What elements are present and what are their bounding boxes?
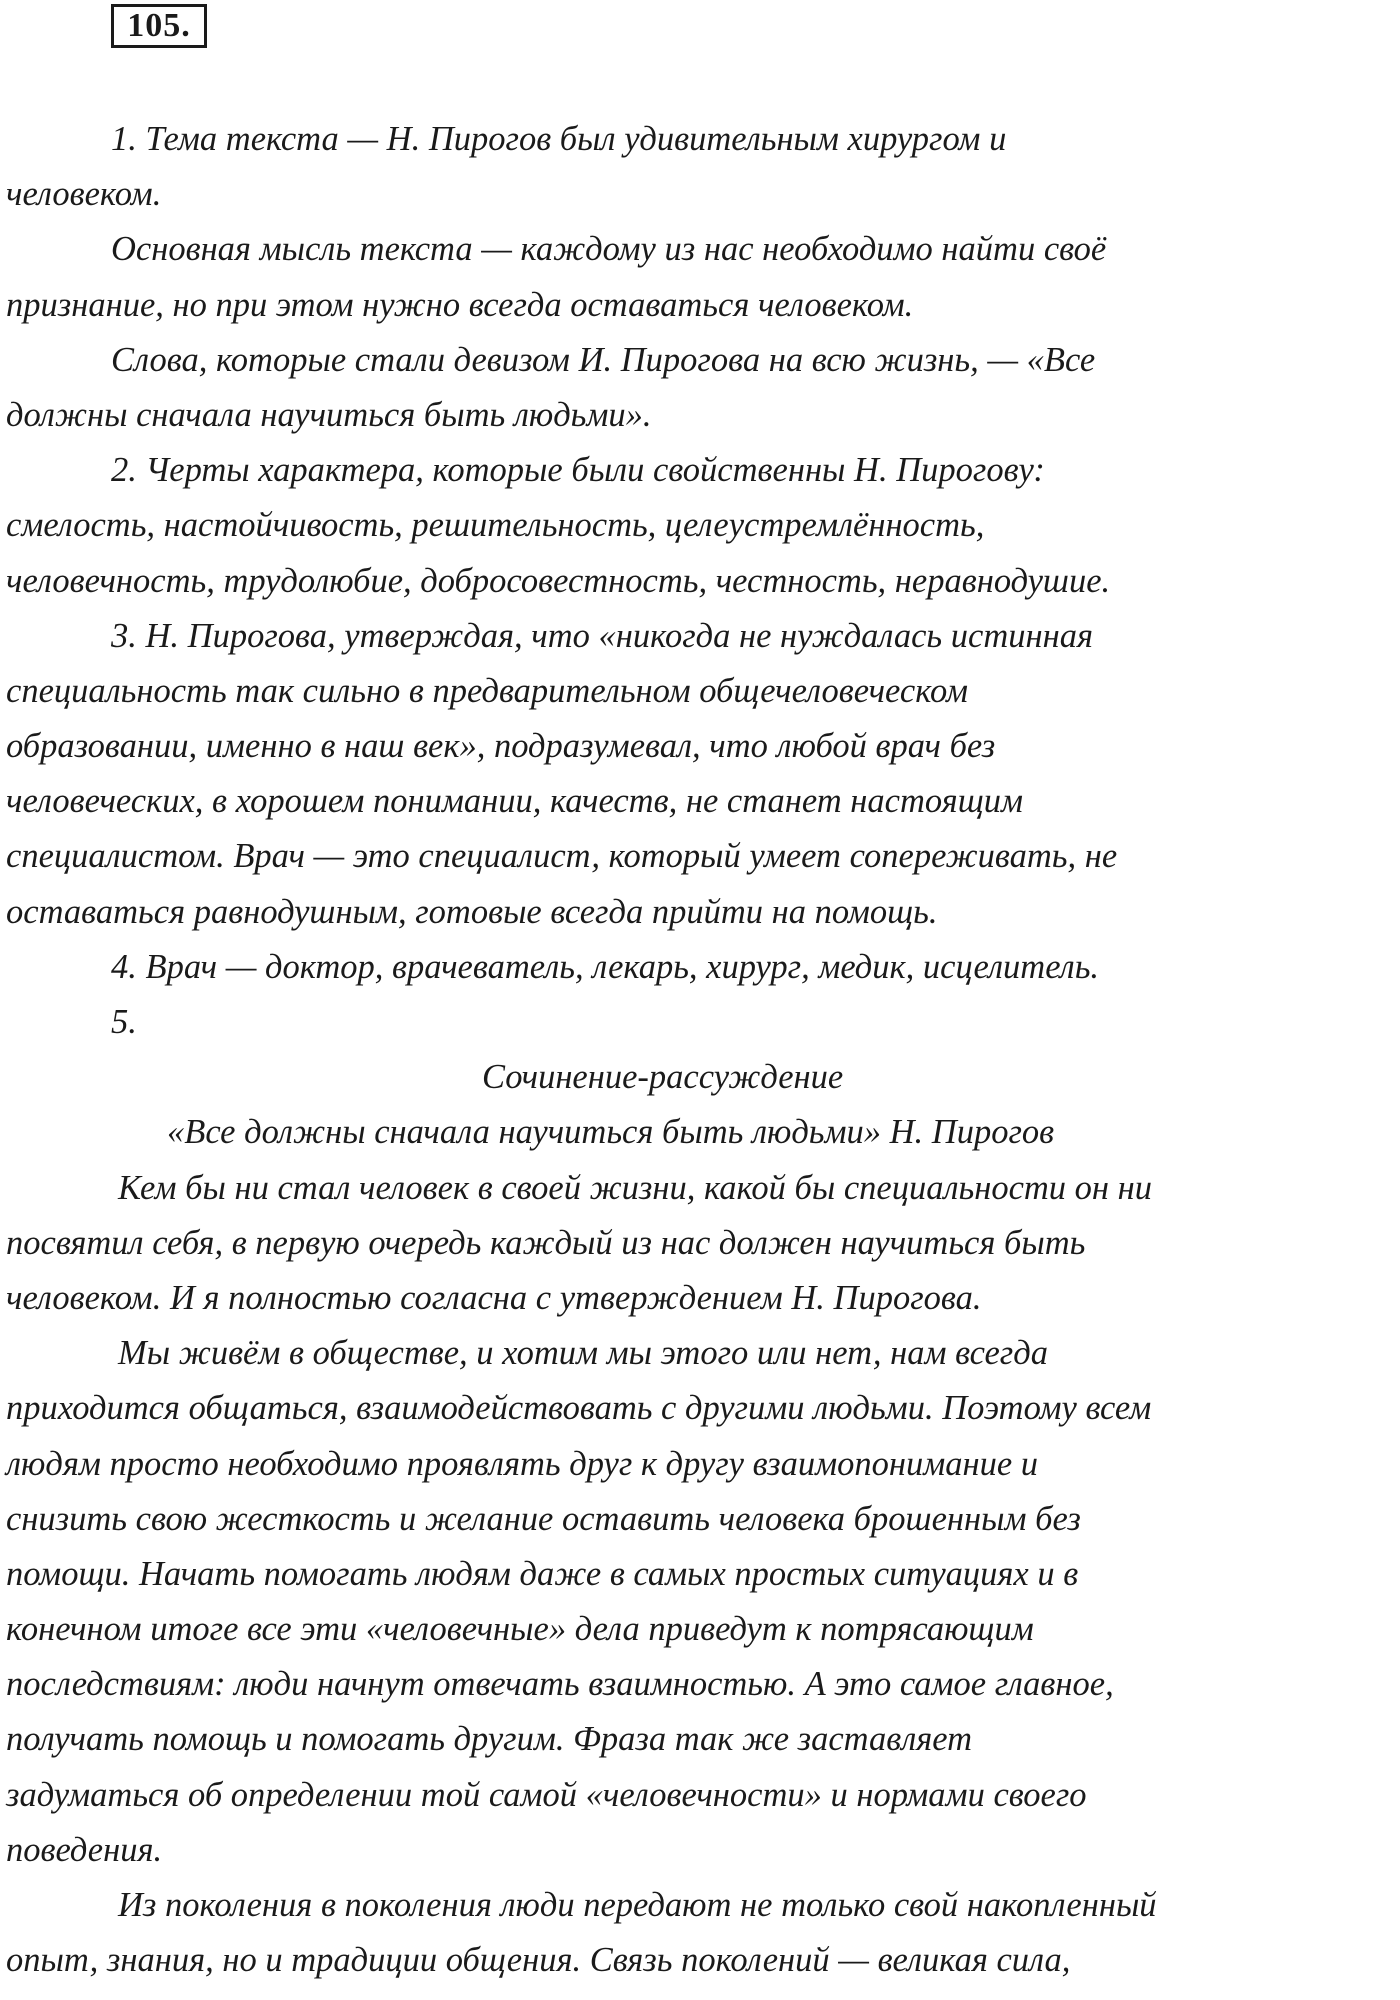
text-line: Основная мысль текста — каждому из нас необходимо найти своё: [111, 230, 1107, 269]
text-line: конечном итоге все эти «человечные» дела приведут к потрясающим: [6, 1610, 1034, 1649]
text-line: образовании, именно в наш век», подразумевал, что любой врач без: [6, 727, 996, 766]
text-line: Мы живём в обществе, и хотим мы этого или нет, нам всегда: [118, 1334, 1048, 1373]
text-line: 4. Врач — доктор, врачеватель, лекарь, хирург, медик, исцелитель.: [111, 947, 1100, 986]
text-line: Из поколения в поколения люди передают не только свой накопленный: [118, 1886, 1157, 1924]
answer-text-body: [6, 112, 1398, 1988]
text-line: Сочинение-рассуждение: [482, 1058, 844, 1097]
text-line: поведения.: [6, 1830, 163, 1869]
text-line: 3. Н. Пирогова, утверждая, что «никогда не нуждалась истинная: [111, 616, 1094, 655]
text-line: задуматься об определении той самой «человечности» и нормами своего: [6, 1775, 1087, 1814]
text-line: смелость, настойчивость, решительность, целеустремлённость,: [6, 506, 985, 545]
text-line: оставаться равнодушным, готовые всегда прийти на помощь.: [6, 892, 938, 931]
text-line: посвятил себя, в первую очередь каждый из нас должен научиться быть: [6, 1223, 1086, 1262]
text-line: специалистом. Врач — это специалист, который умеет сопереживать, не: [6, 837, 1118, 876]
text-line: 5.: [111, 1003, 137, 1041]
text-line: приходится общаться, взаимодействовать с другими людьми. Поэтому всем: [6, 1389, 1152, 1428]
text-line: получать помощь и помогать другим. Фраза так же заставляет: [6, 1720, 973, 1759]
text-line: «Все должны сначала научиться быть людьми» Н. Пирогов: [167, 1113, 1055, 1152]
text-line: человеком. И я полностью согласна с утверждением Н. Пирогова.: [6, 1278, 982, 1317]
text-line: помощи. Начать помогать людям даже в самых простых ситуациях и в: [6, 1554, 1079, 1593]
text-line: 2. Черты характера, которые были свойственны Н. Пирогову:: [111, 451, 1045, 490]
exercise-number-box: 105.: [111, 4, 207, 48]
text-line: признание, но при этом нужно всегда оставаться человеком.: [6, 285, 914, 324]
text-line: последствиям: люди начнут отвечать взаимностью. А это самое главное,: [6, 1665, 1114, 1704]
text-line: человеческих, в хорошем понимании, качеств, не станет настоящим: [6, 782, 1024, 821]
text-line: человечность, трудолюбие, добросовестность, честность, неравнодушие.: [6, 561, 1111, 600]
text-line: человеком.: [6, 175, 162, 214]
text-line: опыт, знания, но и традиции общения. Связь поколений — великая сила,: [6, 1941, 1071, 1980]
text-line: снизить свою жесткость и желание оставить человека брошенным без: [6, 1499, 1081, 1538]
text-line: Кем бы ни стал человек в своей жизни, какой бы специальности он ни: [118, 1168, 1153, 1207]
text-line: людям просто необходимо проявлять друг к другу взаимопонимание и: [6, 1444, 1039, 1483]
text-line: Слова, которые стали девизом И. Пирогова на всю жизнь, — «Все: [111, 340, 1096, 379]
text-line: специальность так сильно в предварительном общечеловеческом: [6, 671, 969, 710]
text-line: 1. Тема текста — Н. Пирогов был удивительным хирургом и: [111, 120, 1007, 158]
text-line: должны сначала научиться быть людьми».: [6, 395, 652, 434]
